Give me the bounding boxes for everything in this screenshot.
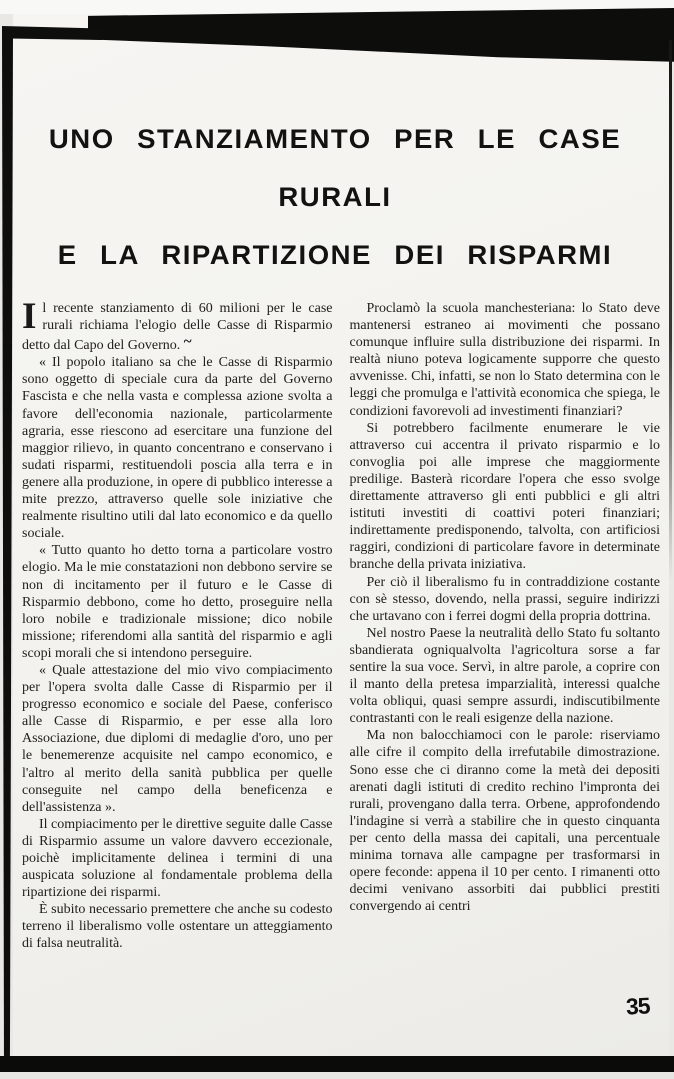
paragraph: Nel nostro Paese la neutralità dello Stato fu soltanto sbandierata ogniqualvolta l'agricoltura sorse a far sentire la sua voce. Servì, in altre parole, a coprire con il manto della pretesa imparzialità, interessi qualche volta obliqui, quasi sempre assurdi, indiscutibilmente contrastanti con le reali esigenze della nazione. bbox=[349, 625, 660, 727]
left-column bbox=[22, 296, 333, 953]
paragraph: Proclamò la scuola manchesteriana: lo Stato deve mantenersi estraneo ai movimenti che possano comunque influire sulla distribuzione dei risparmi. In realtà niuno poteva logicamente supporre che questo avvenisse. Chi, infatti, se non lo Stato determina con le leggi che promulga e l'attività economica che spiega, le condizioni favorevoli ad investimenti finanziari? bbox=[349, 301, 660, 419]
scan-bottom-shadow bbox=[13, 952, 674, 1060]
paragraph: « Il popolo italiano sa che le Casse di Risparmio sono oggetto di speciale cura da parte del Governo Fascista e che nella vasta e complessa azione svolta a favore dell'economia nazionale, particolarmente agraria, esse riescono ad esercitare una funzione del maggior rilievo, in quanto concentrano e conservano i sudati risparmi, restituendoli poscia alla terra e in genere alla produzione, in opere di pubblico interesse a mite prezzo, attraverso quelle sole iniziative che realmente risultino utili dal lato economico e da quello sociale. bbox=[22, 355, 333, 542]
article-title-line2: E LA RIPARTIZIONE DEI RISPARMI bbox=[57, 240, 613, 270]
paragraph: È subito necessario premettere che anche su codesto terreno il liberalismo volle ostentare un atteggiamento di falsa neutralità. bbox=[22, 902, 333, 952]
lead-paragraph-text: l recente stanziamento di 60 milioni per le case rurali richiama l'elogio delle Casse di Risparmio detto dal Capo del Governo. bbox=[22, 301, 333, 354]
scan-bottom-black-bar bbox=[0, 1056, 674, 1072]
paragraph: Per ciò il liberalismo fu in contraddizione costante con sè stesso, dovendo, nella prassi, seguire indirizzi che urtavano con i ferrei dogmi della propria dottrina. bbox=[349, 574, 660, 624]
paragraph: « Quale attestazione del mio vivo compiacimento per l'opera svolta dalle Casse di Risparmio per il progresso economico e sociale del Paese, conferisco alle Casse di Risparmio, e per esse alla loro Associazione, due diplomi di medaglie d'oro, uno per le benemerenze acquisite nel campo economico, e l'altro al merito della sanità pubblica per quelle conseguite nel campo della beneficenza e dell'assistenza ». bbox=[22, 662, 333, 815]
scan-bottom-light-strip bbox=[0, 1072, 674, 1079]
page-number: 35 bbox=[625, 992, 651, 1020]
lead-paragraph bbox=[22, 296, 333, 354]
scan-right-page-edge bbox=[669, 40, 672, 580]
dropcap-initial: I bbox=[22, 296, 37, 337]
paragraph: « Tutto quanto ho detto torna a particolare vostro elogio. Ma le mie constatazioni non debbono servire se non di incitamento per il futuro e le Casse di Risparmio debbono, come ho detto, proseguire nella loro nobile e tradizionale missione; dico nobile missione; riferendomi alla santità del risparmio e agli scopi morali che si intendono perseguire. bbox=[22, 543, 333, 661]
paragraph: Ma non balocchiamoci con le parole: riserviamo alle cifre il compito della irrefutabile dimostrazione. Sono esse che ci diranno come la metà dei depositi arenati dagli istituti di credito rechino l'impronta dei rurali, provengano dalla terra. Orbene, approfondendo l'indagine si verrà a stabilire che in questo cinquanta per cento della massa dei capitali, una percentuale minima tornava alle campagne per trasformarsi in opere feconde: appena il 10 per cento. I rimanenti otto decimi venivano assorbiti dai pubblici prestiti convergendo ai centri bbox=[349, 728, 660, 915]
article-body bbox=[22, 296, 660, 953]
right-column bbox=[350, 300, 661, 953]
paragraph: Il compiacimento per le direttive seguite dalle Casse di Risparmio assume un valore davvero eccezionale, poichè implicitamente delinea i termini di una auspicata soluzione al fondamentale problema della ripartizione dei risparmi. bbox=[22, 816, 333, 901]
article-title-line1: UNO STANZIAMENTO PER LE CASE RURALI bbox=[48, 124, 622, 212]
ink-smudge-mark: ~ bbox=[183, 334, 191, 351]
paragraph: Si potrebbero facilmente enumerare le vie attraverso cui accentra il privato risparmio e lo convoglia poi alle imprese che maggiormente predilige. Basterà ricordare l'opera che esso svolge direttamente attraverso gli enti pubblici e gli altri istituti investiti di coattivi poteri finanziari; indirettamente predisponendo, talvolta, con artificiosi raggiri, condizioni di particolare favore in determinate branche della privata iniziativa. bbox=[349, 420, 660, 573]
article-title bbox=[4, 110, 667, 284]
